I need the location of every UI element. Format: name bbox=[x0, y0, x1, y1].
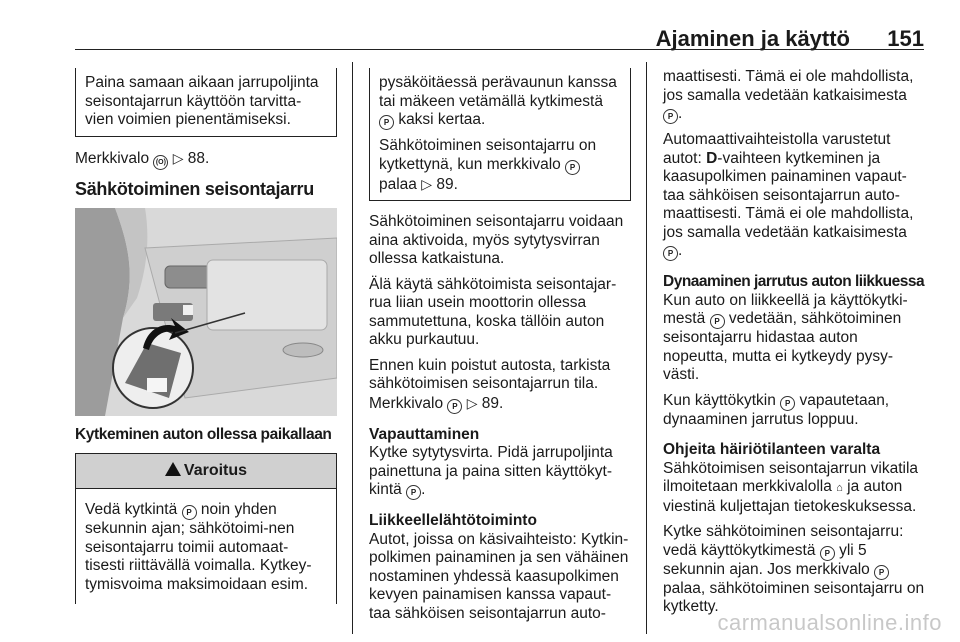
paragraph: Sähkötoiminen seisontajarru voidaan aina aktivoida, myös sytytysvirran ollessa katkaistuna. bbox=[369, 213, 624, 267]
column-2 bbox=[369, 68, 631, 630]
column-1 bbox=[75, 68, 337, 604]
section-heading: Sähkötoiminen seisontajarru bbox=[75, 178, 314, 199]
column-separator bbox=[646, 62, 647, 634]
paragraph: Ennen kuin poistut autosta, tarkista sähkötoimisen seisontajarrun tila. Merkkivalo P ▷ 89. bbox=[369, 356, 611, 412]
brake-fault-icon: ⌂ bbox=[836, 482, 843, 494]
paragraph: Automaattivaihteistolla varustetut autot: D-vaihteen kytkeminen ja kaasupolkimen painaminen vapaut-taa sähköisen seisontajarrun auto-maattisesti. Tämä ei ole mahdollista, jos samalla vedetään katkaisimesta P . bbox=[663, 131, 914, 259]
warning-box bbox=[75, 453, 337, 605]
subheading: Ohjeita häiriötilanteen varalta bbox=[663, 441, 881, 458]
paragraph: Kytke sytytysvirta. Pidä jarrupoljinta painettuna ja paina sitten käyttökyt-kintä P . bbox=[369, 444, 613, 498]
column-3 bbox=[663, 68, 925, 624]
warning-triangle-icon bbox=[165, 462, 181, 476]
paragraph: Kytke sähkötoiminen seisontajarru: vedä käyttökytkimestä P yli 5 sekunnin ajan. Jos merkkivalo P palaa, sähkötoiminen seisontajarru on kytketty. bbox=[663, 523, 925, 615]
watermark: carmanualsonline.info bbox=[717, 610, 942, 635]
header-rule bbox=[75, 49, 924, 50]
paragraph: Autot, joissa on käsivaihteisto: Kytkin-polkimen painaminen ja sen vähäinen nostaminen yhdessä kaasupolkimen kevyen painamisen kanssa vapaut-taa sähköisen seisontajarrun auto- bbox=[369, 530, 629, 622]
warning-header: Varoitus bbox=[76, 454, 336, 490]
parking-brake-switch-icon: P bbox=[780, 396, 795, 411]
page-number: 151 bbox=[887, 26, 924, 51]
continued-note-box bbox=[75, 68, 337, 137]
parking-brake-switch-icon: P bbox=[710, 314, 725, 329]
page-ref-arrow-icon: ▷ bbox=[466, 394, 478, 411]
parking-brake-switch-icon: P bbox=[663, 109, 678, 124]
subheading: Vapauttaminen bbox=[369, 425, 480, 443]
parking-brake-switch-icon: P bbox=[406, 485, 421, 500]
parking-brake-indicator-icon: P bbox=[565, 160, 580, 175]
note-text: Paina samaan aikaan jarrupoljinta seisontajarrun käyttöön tarvitta-vien voimien pienentämiseksi. bbox=[85, 74, 319, 128]
parking-brake-switch-illustration bbox=[75, 208, 337, 416]
page-header bbox=[0, 0, 960, 50]
parking-brake-indicator-icon: P bbox=[447, 399, 462, 414]
parking-brake-switch-icon: P bbox=[820, 546, 835, 561]
subheading: Liikkeellelähtötoiminto bbox=[369, 512, 537, 529]
page-ref-arrow-icon: ▷ bbox=[421, 175, 433, 192]
paragraph: Kun käyttökytkin P vapautetaan, dynaaminen jarrutus loppuu. bbox=[663, 391, 890, 428]
paragraph: Älä käytä sähkötoimista seisontajar-rua liian usein moottorin ollessa sammutettuna, koska tällöin auton akku purkautuu. bbox=[369, 275, 617, 348]
subheading: Dynaaminen jarrutus auton liikkuessa bbox=[663, 273, 925, 290]
parking-brake-switch-icon: P bbox=[379, 115, 394, 130]
continued-warning-box: pysäköitäessä perävaunun kanssa tai mäkeen vetämällä kytkimestä P kaksi kertaa. Sähkötoiminen seisontajarru on kytkettynä, kun merkkivalo P palaa ▷ 89. bbox=[369, 68, 631, 201]
section-title: Ajaminen ja käyttö bbox=[655, 26, 850, 51]
parking-brake-switch-icon: P bbox=[182, 505, 197, 520]
parking-brake-switch-icon: P bbox=[663, 246, 678, 261]
paragraph: Sähkötoimisen seisontajarrun vikatila ilmoitetaan merkkivalolla ⌂ ja auton viestinä kuljettajan tietokeskuksessa. bbox=[663, 459, 919, 515]
figure-caption: Kytkeminen auton ollessa paikallaan bbox=[75, 426, 332, 443]
column-separator bbox=[352, 62, 353, 634]
parking-brake-indicator-icon: P bbox=[874, 565, 889, 580]
page-ref-arrow-icon: ▷ bbox=[172, 149, 184, 166]
paragraph: Kun auto on liikkeellä ja käyttökytki-mestä P vedetään, sähkötoiminen seisontajarru hidastaa auton nopeutta, mutta ei kytkeydy pysy-västi. bbox=[663, 291, 908, 383]
warning-body: Vedä kytkintä P noin yhden sekunnin ajan; sähkötoimi-nen seisontajarru toimii automaat-tisesti riittävällä voimalla. Kytkey-tymisvoima maksimoidaan esim. bbox=[85, 501, 312, 593]
paragraph: maattisesti. Tämä ei ole mahdollista, jos samalla vedetään katkaisimesta P . bbox=[663, 68, 914, 122]
indicator-line: Merkkivalo (O) ▷ 88. bbox=[75, 149, 337, 170]
parking-brake-indicator-icon: (O) bbox=[153, 155, 168, 170]
